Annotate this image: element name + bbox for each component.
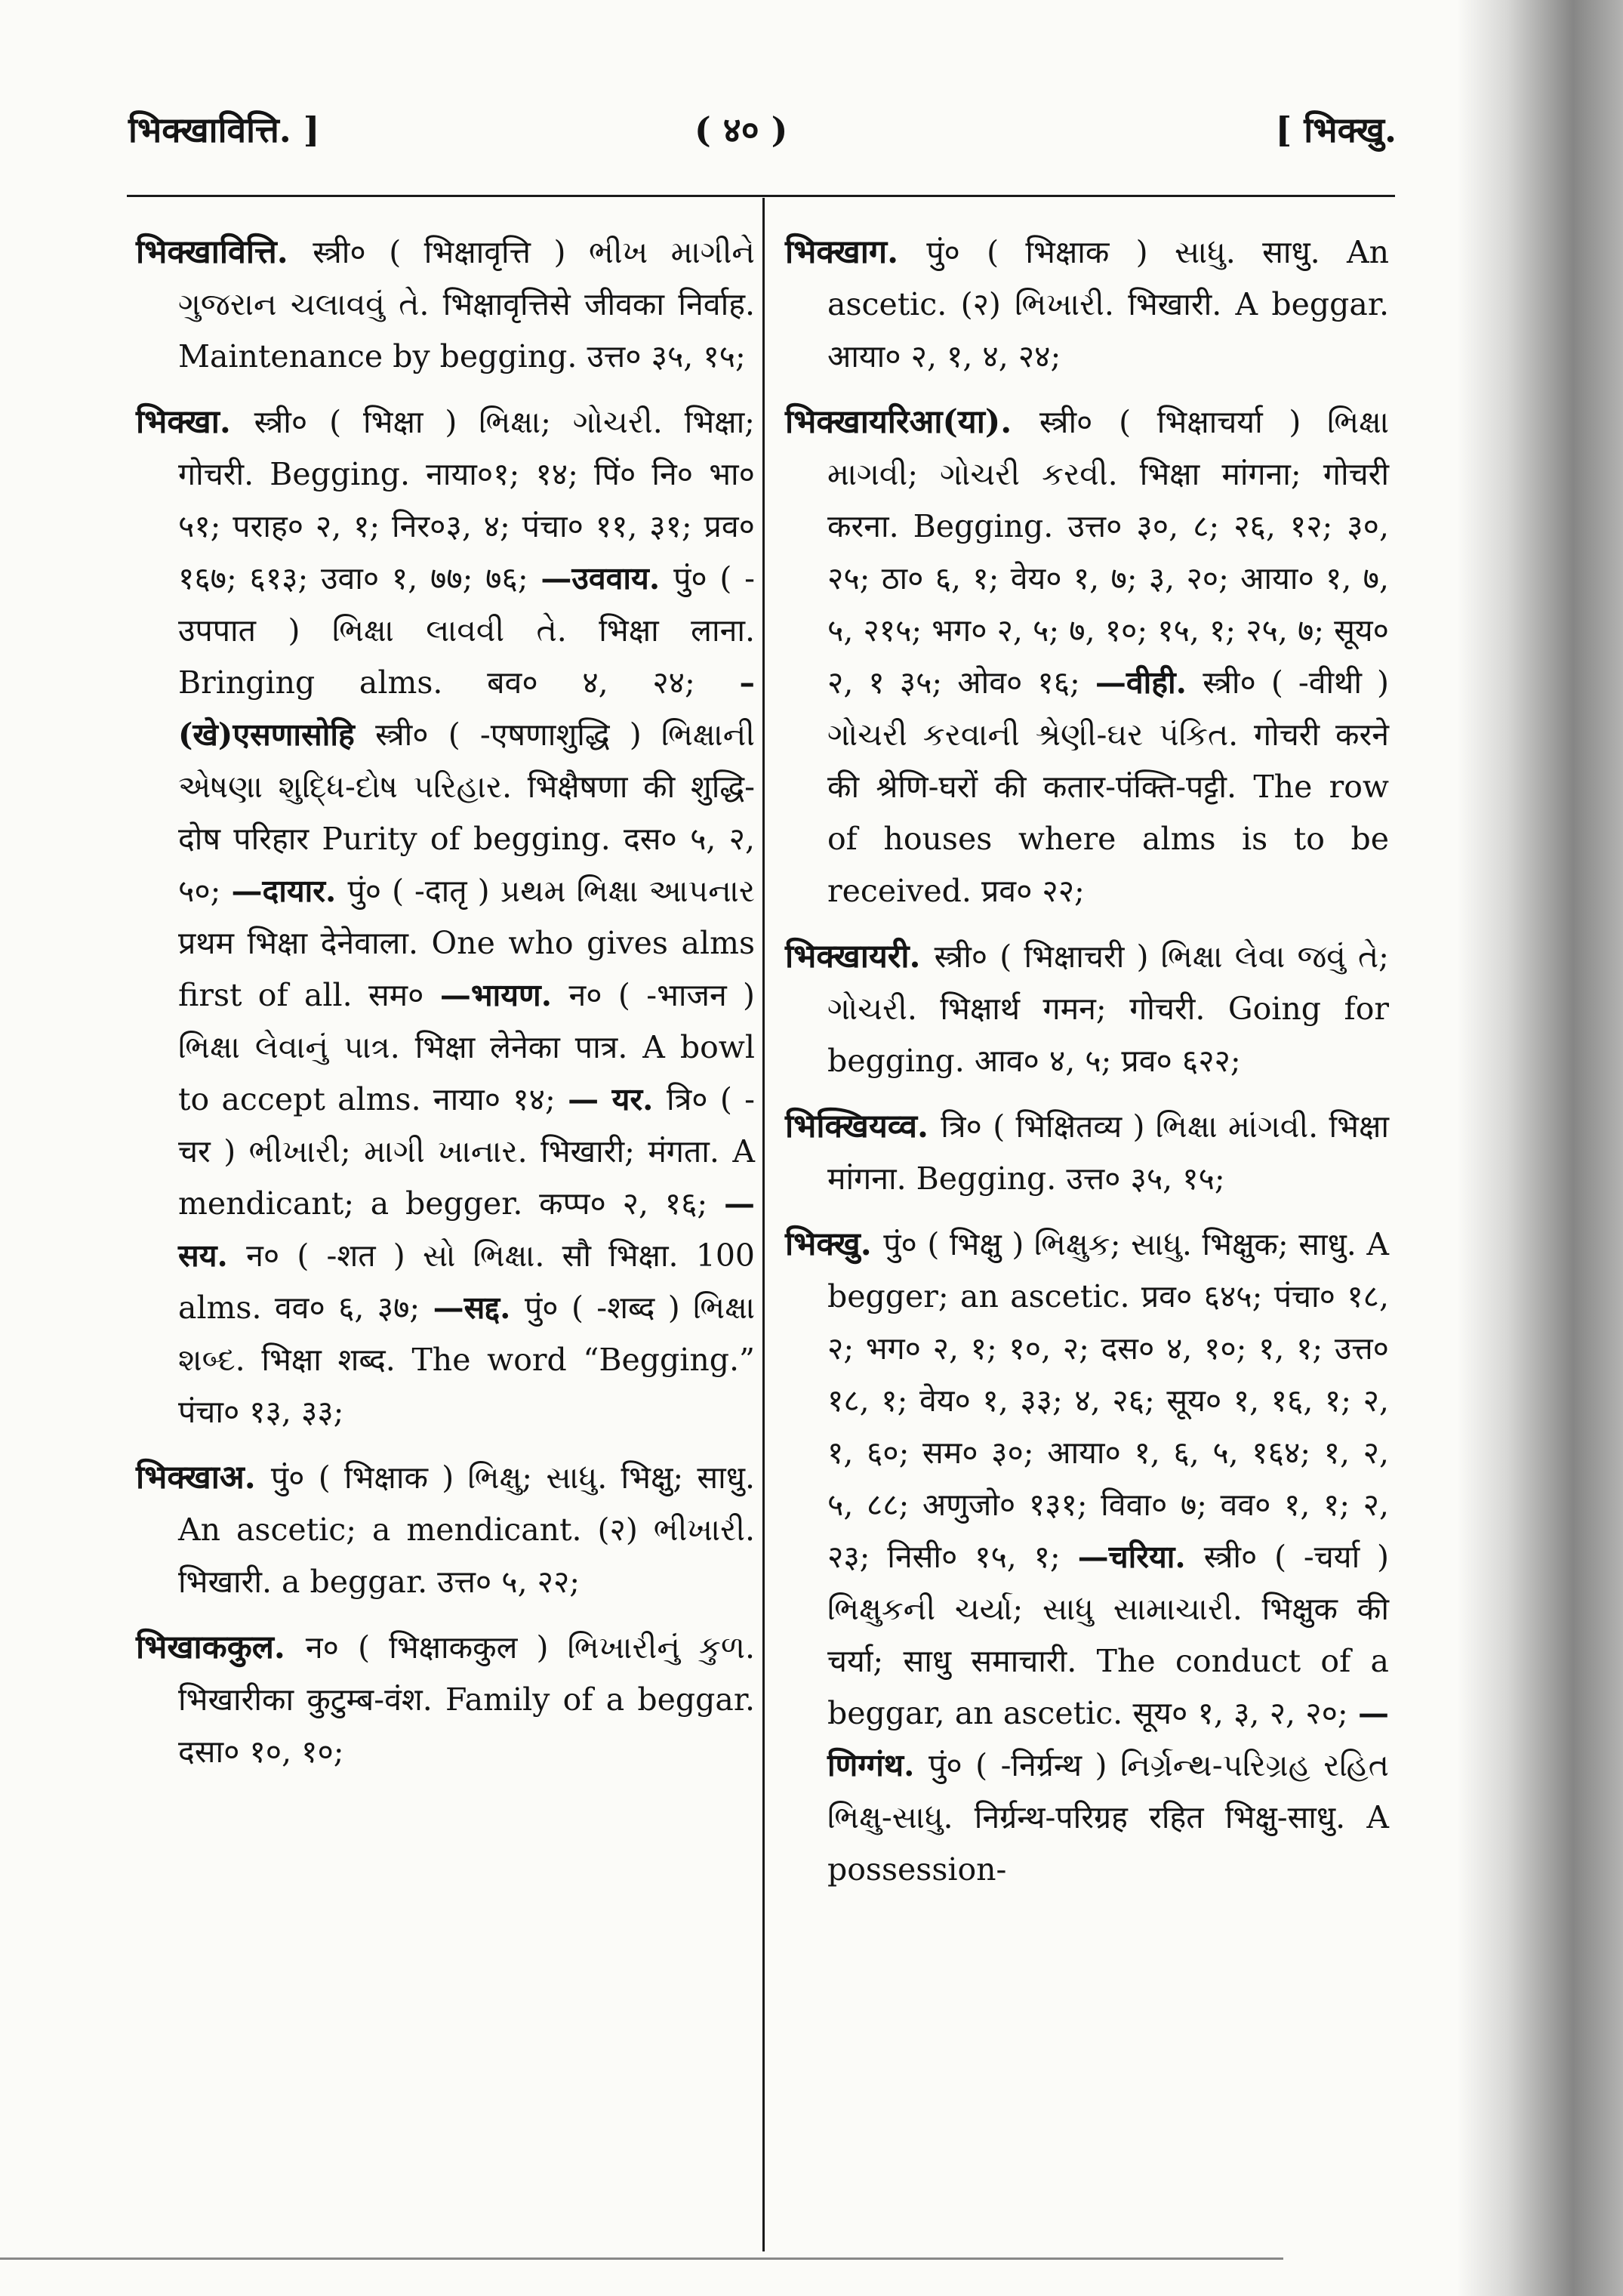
entry-headword: भिक्खाग.	[785, 233, 927, 271]
dictionary-entry	[785, 227, 1389, 383]
dictionary-entry	[136, 227, 755, 383]
dictionary-entry	[785, 396, 1389, 917]
sub-entry-text: न० ( -शत ) સો ભિક્ષા. सौ भिक्षा. 100 alms. वव० ६, ३७;	[178, 1237, 755, 1326]
dictionary-entry	[785, 931, 1389, 1087]
entry-body: स्त्री० ( भिक्षावृत्ति ) ભીખ માગીને ગુજરાન ચલાવવું તે. भिक्षावृत्तिसे जीवका निर्वाह. Maintenance by begging. उत्त० ३५, १५;	[178, 234, 755, 374]
sub-entry-text: स्त्री० ( -चर्या ) ભિક્ષુકની ચર્યા; સાધુ સામાચારી. भिक्षुक की चर्या; साधु समाचारी. The conduct of a beggar, an ascetic. सूय० १, ३, २, २०;	[827, 1539, 1390, 1731]
right-column	[785, 227, 1389, 1909]
page-header	[121, 106, 1397, 166]
sub-entry-term: —णिग्गंथ.	[827, 1695, 1389, 1783]
entry-headword: भिक्खियव्व.	[785, 1108, 941, 1145]
sub-entry-term: —वीही.	[1095, 664, 1203, 701]
page-binding-shadow	[1457, 0, 1623, 2296]
sub-entry-text: न० ( -भाजन ) ભિક્ષા લેવાનું પાત્ર. भिक्षा लेनेका पात्र. A bowl to accept alms. नाया० १४;	[178, 977, 755, 1117]
dictionary-entry	[785, 1219, 1389, 1896]
sub-entry-text: पुं० ( -शब्द ) ભિક્ષા શબ્દ. भिक्षा शब्द. The word “Begging.” पंचा० १३, ३३;	[178, 1290, 756, 1430]
running-head-left: भिक्खावित्ति. ]	[128, 109, 320, 150]
entry-body: पुं० ( भिक्षाक ) સાધુ. साधु. An ascetic. (२) ભિખારી. भिखारी. A beggar. आया० २, १, ४, २४;	[827, 234, 1389, 374]
sub-entry-text: त्रि० ( -चर ) ભીખારી; માગી ખાનાર. भिखारी; मंगता. A mendicant; a begger. कप्प० २, १६;	[178, 1081, 755, 1222]
dictionary-entry	[785, 1101, 1389, 1205]
entry-headword: भिक्खायरी.	[785, 938, 935, 975]
sub-entry-term: —सद्द.	[433, 1290, 525, 1326]
entry-headword: भिक्खावित्ति.	[136, 233, 313, 271]
dictionary-entry	[136, 1452, 755, 1608]
sub-entry-text: स्त्री० ( -वीथी ) ગોચરી કરવાની શ્રેણી-ઘર પંકિત. गोचरी करने की श्रेणि-घरों की कतार-पंक्ति-पट्टी. The row of houses where alms is to be received. प्रव० २२;	[827, 664, 1389, 909]
entry-headword: भिक्खा.	[136, 403, 254, 441]
sub-entry-term: — यर.	[568, 1081, 667, 1117]
column-divider	[762, 198, 765, 2251]
sub-entry-text: पुं० ( -उपपात ) ભિક્ષા લાવવી તે. भिक्षा लाना. Bringing alms. बव० ४, २४;	[178, 560, 755, 701]
sub-entry-text: स्त्री० ( -एषणाशुद्धि ) ભિક્ષાની એષણા શુદ્ધિ-દોષ પરિહાર. भिक्षैषणा की शुद्धि-दोष परिहार Purity of begging. दस० ५, २, ५०;	[178, 717, 755, 909]
entry-headword: भिक्खाअ.	[136, 1459, 271, 1496]
header-rule	[127, 195, 1395, 197]
entry-body: स्त्री० ( भिक्षाचर्या ) ભિક્ષા માગવી; ગોચરી કરવી. भिक्षा मांगना; गोचरी करना. Begging. उत्त० ३०, ८; २६, १२; ३०, २५; ठा० ६, १; वेय० १, ७; ३, २०; आया० १, ७, ५, २१५; भग० २, ५; ७, १०; १५, १; २५, ७; सूय० २, १ ३५; ओव० १६;	[827, 404, 1389, 701]
dictionary-entry	[136, 396, 755, 1438]
sub-entry-term: —भायण.	[439, 977, 569, 1013]
page-number: ( ४० )	[694, 109, 788, 150]
sub-entry-term: —उववाय.	[540, 560, 674, 596]
entry-body: स्त्री० ( भिक्षाचरी ) ભિક્ષા લેવા જવું તે; ગોચરી. भिक्षार्थ गमन; गोचरी. Going for begging. आव० ४, ५; प्रव० ६२२;	[827, 938, 1389, 1079]
entry-body: त्रि० ( भिक्षितव्य ) ભિક્ષા માંગવી. भिक्षा मांगना. Begging. उत्त० ३५, १५;	[827, 1108, 1389, 1197]
running-head-right: [ भिक्खु.	[1275, 109, 1397, 150]
entry-headword: भिक्खायरिआ(या).	[785, 403, 1039, 441]
left-column	[136, 227, 755, 1792]
dictionary-entry	[136, 1622, 755, 1778]
sub-entry-term: – (खे)एसणासोहि	[178, 664, 755, 753]
sub-entry-text: पुं० ( -दातृ ) પ્રથમ ભિક્ષા આપનાર प्रथम भिक्षा देनेवाला. One who gives alms first of all. सम०	[178, 873, 755, 1013]
entry-body: न० ( भिक्षाककुल ) ભિખારીનું કુળ. भिखारीका कुटुम्ब-वंश. Family of a beggar. दसा० १०, १०;	[178, 1629, 755, 1770]
sub-entry-text: पुं० ( -निर्ग्रन्थ ) નિર્ગ્રન્થ-પરિગ્રહ રહિત ભિક્ષુ-સાધુ. निर्ग्रन्थ-परिग्रह रहित भिक्षु-साधु. A possession-	[827, 1747, 1389, 1888]
entry-headword: भिखाककुल.	[136, 1629, 306, 1666]
sub-entry-term: —दायार.	[231, 873, 348, 909]
entry-body: पुं० ( भिक्षु ) ભિક્ષુક; સાધુ. भिक्षुक; साधु. A begger; an ascetic. प्रव० ६४५; पंचा० १८, २; भग० २, १; १०, २; दस० ४, १०; १, १; उत्त० १८, १; वेय० १, ३३; ४, २६; सूय० १, १६, १; २, १, ६०; सम० ३०; आया० १, ६, ५, १६४; १, २, ५, ८८; अणुजो० १३१; विवा० ७; वव० १, १; २, २३; निसी० १५, १;	[827, 1226, 1389, 1575]
entry-body: पुं० ( भिक्षाक ) ભિક્ષુ; સાધુ. भिक्षु; साधु. An ascetic; a mendicant. (२) ભીખારી. भिखारी. a beggar. उत्त० ५, २२;	[178, 1459, 755, 1600]
sub-entry-term: —चरिया.	[1077, 1539, 1204, 1575]
footer-rule	[0, 2257, 1283, 2260]
entry-headword: भिक्खु.	[785, 1225, 884, 1263]
entry-body: स्त्री० ( भिक्षा ) ભિક્ષા; ગોચરી. भिक्षा; गोचरी. Begging. नाया०१; १४; पिं० नि० भा० ५१; पराह० २, १; निर०३, ४; पंचा० ११, ३१; प्रव० १६७; ६१३; उवा० १, ७७; ७६;	[178, 404, 755, 596]
sub-entry-term: —सय.	[178, 1185, 755, 1274]
